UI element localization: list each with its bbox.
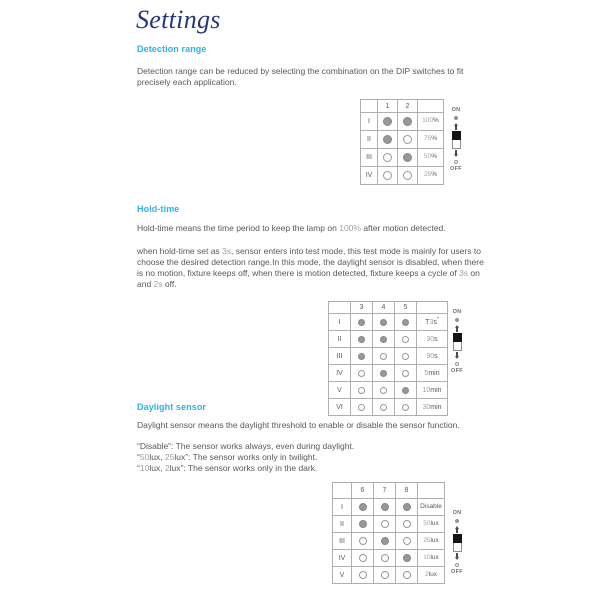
- text-segment: “: [137, 463, 140, 473]
- dip-state-cell: [373, 331, 395, 348]
- value-text: min: [428, 369, 440, 377]
- dip-off-dot-icon: [380, 353, 387, 360]
- dip-on-dot-icon: [403, 554, 411, 562]
- dip-switch-lever-icon: [452, 131, 461, 149]
- dip-on-dot-icon: [402, 319, 409, 326]
- row-label: I: [361, 113, 378, 131]
- arrow-down-icon: [454, 150, 458, 157]
- switch-on-label: ON: [451, 107, 461, 113]
- switch-on-dot-icon: [455, 318, 459, 322]
- value-cell: [418, 131, 444, 149]
- dip-state-cell: [351, 348, 373, 365]
- dip-off-dot-icon: [381, 520, 389, 528]
- text-segment: and: [137, 279, 154, 289]
- dip-state-cell: [351, 331, 373, 348]
- switch-off-label: OFF: [450, 166, 462, 172]
- numeric-text: 50: [139, 452, 150, 462]
- value-column-header: [418, 483, 445, 499]
- dip-on-dot-icon: [359, 503, 367, 511]
- dip-column-header: 4: [373, 302, 395, 314]
- heading-daylight-sensor: Daylight sensor: [137, 402, 207, 412]
- dip-state-cell: [395, 331, 417, 348]
- value-cell: [418, 113, 444, 131]
- value-text: 2: [425, 570, 429, 578]
- text-line: [137, 223, 482, 234]
- heading-hold-time: Hold-time: [137, 204, 180, 214]
- table-row: [361, 149, 444, 167]
- table-row: [361, 167, 444, 185]
- text-segment: lux”: The sensor works only in the dark.: [169, 463, 318, 473]
- value-text: 25: [423, 171, 432, 179]
- switch-off-dot-icon: [454, 160, 458, 164]
- text-segment: is no motion, fixture keeps off, when there is motion detected, fixture keeps a cycle of: [137, 268, 460, 278]
- dip-on-dot-icon: [403, 503, 411, 511]
- dip-state-cell: [374, 533, 396, 550]
- dip-on-dot-icon: [358, 353, 365, 360]
- value-text: 10: [423, 553, 431, 561]
- switch-on-dot-icon: [455, 519, 459, 523]
- footnote-marker: *: [436, 316, 439, 323]
- numeric-text: 10: [139, 463, 150, 473]
- arrow-down-icon: [455, 352, 459, 359]
- text-line: [137, 66, 482, 77]
- dip-state-cell: [396, 550, 418, 567]
- dip-off-dot-icon: [381, 571, 389, 579]
- dip-column-header: 1: [378, 100, 398, 113]
- value-text: 30: [422, 403, 431, 411]
- dip-state-cell: [396, 567, 418, 584]
- value-text: lux: [430, 536, 439, 544]
- dip-state-cell: [395, 348, 417, 365]
- text-segment: lux,: [149, 463, 165, 473]
- text-line: [137, 452, 482, 463]
- dip-state-cell: [351, 382, 373, 399]
- value-cell: [417, 365, 448, 382]
- dip-state-cell: [378, 167, 398, 185]
- value-text: T: [425, 318, 430, 326]
- dip-state-cell: [352, 567, 374, 584]
- dip-column-header: 2: [398, 100, 418, 113]
- dip-off-dot-icon: [403, 537, 411, 545]
- value-cell: [417, 331, 448, 348]
- value-text: 25: [423, 536, 431, 544]
- dip-state-cell: [374, 567, 396, 584]
- value-text: Disable: [420, 502, 442, 510]
- numeric-text: 25: [164, 452, 175, 462]
- numeric-text: 2s: [153, 279, 163, 289]
- switch-off-dot-icon: [455, 563, 459, 567]
- row-label: I: [329, 314, 351, 331]
- dip-state-cell: [396, 533, 418, 550]
- table-row: [333, 499, 445, 516]
- value-text: %: [431, 171, 437, 179]
- dip-state-cell: [374, 516, 396, 533]
- dip-off-dot-icon: [403, 171, 412, 180]
- dip-state-cell: [395, 365, 417, 382]
- hold-time-table: [328, 301, 448, 416]
- dip-state-cell: [378, 131, 398, 149]
- dip-on-dot-icon: [383, 117, 392, 126]
- corner-cell: [329, 302, 351, 314]
- daylight-sensor-table: [332, 482, 445, 584]
- dip-state-cell: [378, 113, 398, 131]
- table-row: [333, 550, 445, 567]
- dip-state-cell: [352, 516, 374, 533]
- text-line: [137, 279, 482, 290]
- value-text: s: [433, 318, 437, 326]
- dip-state-cell: [398, 167, 418, 185]
- row-label: III: [333, 533, 352, 550]
- dip-state-cell: [373, 348, 395, 365]
- dip-column-header: 5: [395, 302, 417, 314]
- dip-column-header: 3: [351, 302, 373, 314]
- dip-state-cell: [373, 365, 395, 382]
- daylight-sensor-paragraph: [137, 420, 482, 431]
- value-text: min: [430, 386, 442, 394]
- value-cell: [418, 533, 445, 550]
- dip-state-cell: [373, 399, 395, 416]
- row-label: VI: [329, 399, 351, 416]
- dip-off-dot-icon: [403, 520, 411, 528]
- dip-off-dot-icon: [380, 387, 387, 394]
- text-segment: Daylight sensor means the daylight threshold to enable or disable the sensor function.: [137, 420, 460, 430]
- dip-state-cell: [398, 131, 418, 149]
- dip-on-dot-icon: [359, 520, 367, 528]
- switch-off-dot-icon: [455, 362, 459, 366]
- arrow-up-icon: [454, 123, 458, 130]
- dip-switch-indicator-3: [446, 510, 468, 576]
- table-row: [329, 348, 448, 365]
- value-cell: [418, 149, 444, 167]
- dip-state-cell: [374, 499, 396, 516]
- dip-off-dot-icon: [402, 404, 409, 411]
- daylight-sensor-options: [137, 441, 482, 474]
- dip-switch-indicator-1: [445, 107, 467, 173]
- dip-state-cell: [374, 550, 396, 567]
- dip-off-dot-icon: [402, 370, 409, 377]
- dip-off-dot-icon: [403, 571, 411, 579]
- arrow-up-icon: [455, 526, 459, 533]
- dip-off-dot-icon: [358, 404, 365, 411]
- text-segment: after motion detected.: [360, 223, 446, 233]
- dip-state-cell: [398, 113, 418, 131]
- dip-state-cell: [352, 499, 374, 516]
- row-label: IV: [329, 365, 351, 382]
- value-column-header: [417, 302, 448, 314]
- dip-state-cell: [395, 314, 417, 331]
- value-text: 75: [423, 135, 432, 143]
- dip-off-dot-icon: [403, 135, 412, 144]
- dip-state-cell: [373, 382, 395, 399]
- value-text: s: [434, 335, 438, 343]
- table-row: [329, 382, 448, 399]
- value-cell: [418, 167, 444, 185]
- dip-state-cell: [378, 149, 398, 167]
- dip-on-dot-icon: [380, 370, 387, 377]
- value-cell: [417, 382, 448, 399]
- dip-on-dot-icon: [381, 503, 389, 511]
- dip-switch-lever-icon: [453, 333, 462, 351]
- value-text: 30: [426, 335, 435, 343]
- corner-cell: [333, 483, 352, 499]
- dip-off-dot-icon: [402, 336, 409, 343]
- text-segment: choose the desired detection range.In this mode, the daylight sensor is disabled, when there: [137, 257, 484, 267]
- hold-time-paragraph-2: [137, 246, 482, 290]
- text-segment: precisely each application.: [137, 77, 237, 87]
- page-title: Settings: [136, 5, 221, 34]
- dip-on-dot-icon: [380, 319, 387, 326]
- value-text: %: [433, 117, 439, 125]
- dip-state-cell: [398, 149, 418, 167]
- table-row: [329, 314, 448, 331]
- row-label: II: [361, 131, 378, 149]
- dip-column-header: 8: [396, 483, 418, 499]
- dip-off-dot-icon: [358, 370, 365, 377]
- dip-off-dot-icon: [383, 153, 392, 162]
- value-cell: [417, 348, 448, 365]
- value-text: 5: [424, 369, 429, 377]
- dip-column-header: 7: [374, 483, 396, 499]
- dip-on-dot-icon: [403, 117, 412, 126]
- value-text: 50: [423, 519, 431, 527]
- dip-state-cell: [395, 382, 417, 399]
- dip-state-cell: [395, 399, 417, 416]
- dip-state-cell: [352, 533, 374, 550]
- numeric-text: 100%: [339, 223, 361, 233]
- switch-on-dot-icon: [454, 116, 458, 120]
- value-text: 10: [422, 386, 431, 394]
- row-label: II: [333, 516, 352, 533]
- table-row: [333, 533, 445, 550]
- numeric-text: 2: [164, 463, 170, 473]
- dip-off-dot-icon: [383, 171, 392, 180]
- value-text: 90: [426, 352, 435, 360]
- text-segment: “Disable”: The sensor works always, even during daylight.: [137, 441, 355, 451]
- value-text: lux: [430, 553, 439, 561]
- arrow-down-icon: [455, 553, 459, 560]
- switch-on-label: ON: [452, 309, 462, 315]
- detection-range-table-mount: [360, 99, 444, 185]
- dip-state-cell: [351, 399, 373, 416]
- text-segment: lux”: The sensor works only in twilight.: [174, 452, 318, 462]
- dip-off-dot-icon: [402, 353, 409, 360]
- text-segment: when hold-time set as: [137, 246, 223, 256]
- table-row: [333, 567, 445, 584]
- value-text: %: [431, 153, 437, 161]
- value-text: 3: [429, 318, 434, 326]
- hold-time-table-mount: [328, 301, 448, 416]
- table-row: [333, 516, 445, 533]
- dip-on-dot-icon: [358, 319, 365, 326]
- value-cell: [418, 516, 445, 533]
- text-line: [137, 463, 482, 474]
- dip-off-dot-icon: [359, 554, 367, 562]
- text-line: [137, 246, 482, 257]
- text-line: [137, 257, 482, 268]
- text-line: [137, 268, 482, 279]
- value-column-header: [418, 100, 444, 113]
- value-cell: [418, 550, 445, 567]
- value-text: 100: [422, 117, 434, 125]
- dip-switch-lever-icon: [453, 534, 462, 552]
- daylight-sensor-table-mount: [332, 482, 445, 584]
- row-label: III: [329, 348, 351, 365]
- table-row: [361, 113, 444, 131]
- text-line: [137, 77, 482, 88]
- table-row: [361, 131, 444, 149]
- dip-on-dot-icon: [358, 336, 365, 343]
- value-text: lux: [428, 570, 437, 578]
- row-label: IV: [361, 167, 378, 185]
- heading-detection-range: Detection range: [137, 44, 207, 54]
- dip-on-dot-icon: [381, 537, 389, 545]
- switch-off-label: OFF: [451, 368, 463, 374]
- hold-time-paragraph-1: [137, 223, 482, 234]
- text-segment: Hold-time means the time period to keep the lamp on: [137, 223, 340, 233]
- row-label: III: [361, 149, 378, 167]
- dip-off-dot-icon: [380, 404, 387, 411]
- switch-on-label: ON: [452, 510, 462, 516]
- value-cell: [418, 499, 445, 516]
- arrow-up-icon: [455, 325, 459, 332]
- dip-on-dot-icon: [402, 387, 409, 394]
- text-line: [137, 420, 482, 431]
- dip-off-dot-icon: [359, 571, 367, 579]
- value-cell: [417, 399, 448, 416]
- table-row: [329, 331, 448, 348]
- text-segment: , sensor enters into test mode, this test mode is mainly for users to: [231, 246, 481, 256]
- text-segment: off.: [162, 279, 177, 289]
- numeric-text: 3s: [459, 268, 469, 278]
- row-label: V: [329, 382, 351, 399]
- text-segment: on: [468, 268, 480, 278]
- row-label: IV: [333, 550, 352, 567]
- dip-state-cell: [396, 516, 418, 533]
- text-segment: Detection range can be reduced by selecting the combination on the DIP switches to fit: [137, 66, 464, 76]
- value-text: lux: [430, 519, 439, 527]
- dip-state-cell: [351, 314, 373, 331]
- row-label: II: [329, 331, 351, 348]
- row-label: V: [333, 567, 352, 584]
- value-text: min: [430, 403, 442, 411]
- value-cell: [418, 567, 445, 584]
- dip-state-cell: [351, 365, 373, 382]
- value-text: s: [434, 352, 438, 360]
- dip-off-dot-icon: [381, 554, 389, 562]
- value-text: 50: [423, 153, 432, 161]
- dip-on-dot-icon: [383, 135, 392, 144]
- dip-off-dot-icon: [358, 387, 365, 394]
- value-text: %: [431, 135, 437, 143]
- numeric-text: 3s: [222, 246, 232, 256]
- text-line: [137, 441, 482, 452]
- dip-state-cell: [373, 314, 395, 331]
- dip-column-header: 6: [352, 483, 374, 499]
- dip-switch-indicator-2: [446, 309, 468, 375]
- value-cell: [417, 314, 448, 331]
- text-segment: lux,: [149, 452, 165, 462]
- row-label: I: [333, 499, 352, 516]
- table-row: [329, 399, 448, 416]
- dip-on-dot-icon: [380, 336, 387, 343]
- detection-range-table: [360, 99, 444, 185]
- dip-state-cell: [396, 499, 418, 516]
- corner-cell: [361, 100, 378, 113]
- table-row: [329, 365, 448, 382]
- text-segment: “: [137, 452, 140, 462]
- dip-on-dot-icon: [403, 153, 412, 162]
- detection-range-paragraph: [137, 66, 482, 88]
- switch-off-label: OFF: [451, 569, 463, 575]
- dip-state-cell: [352, 550, 374, 567]
- dip-off-dot-icon: [359, 537, 367, 545]
